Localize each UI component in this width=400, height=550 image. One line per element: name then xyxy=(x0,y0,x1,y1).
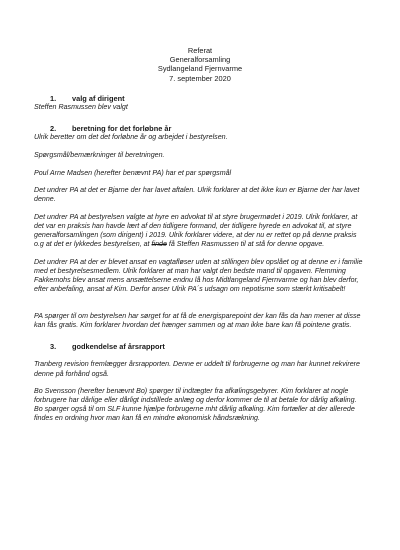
section-title: beretning for det forløbne år xyxy=(72,124,172,134)
section-number: 1. xyxy=(50,93,57,103)
section-number: 3. xyxy=(50,342,57,352)
paragraph: Bo spørger også til om SLF kunne hjælpe forbrugerne mht dårlig afkøling. Kim fortæller at der allerede findes en ordning hvor man kan få en mindre økonomisk håndsrækning. xyxy=(34,405,355,423)
paragraph: Spørgsmål/bemærkninger til beretningen. xyxy=(34,150,165,159)
section-number: 2. xyxy=(50,124,57,134)
header-organization: Sydlangeland Fjernvarme xyxy=(157,64,243,74)
paragraph: Bo Svensson (herefter benævnt Bo) spørger til indtægter fra afkølingsgebyrer. Kim forklarer at nogle forbrugere har dårlige eller dårligt indstillede anlæg og derfor kommer de til at betale for dårlig afkøling. xyxy=(34,387,357,405)
paragraph: PA spørger til om bestyrelsen har sørget for at få de energisparepoint der kan fås da han mener at disse kan fås gratis. Kim forklarer hvordan det hænger sammen og at man ikke bare kan få pointene gratis. xyxy=(34,312,361,330)
paragraph: Det undrer PA at det er Bjarne der har lavet aftalen. Ulrik forklarer at det ikke kun er Bjarne der har lavet denne. xyxy=(34,186,360,204)
section-heading-3 xyxy=(34,342,366,351)
paragraph: Tranberg revision fremlægger årsrapporten. Denne er uddelt til forbrugerne og man har kunnet rekvirere denne på forhånd også. xyxy=(34,360,360,378)
paragraph xyxy=(34,213,366,249)
section-heading-1 xyxy=(34,94,366,103)
paragraph-text: få Steffen Rasmussen til at stå for denne opgave. xyxy=(166,240,325,249)
header-date: 7. september 2020 xyxy=(169,73,231,83)
paragraph: Det undrer PA at der er blevet ansat en vagtafløser uden at stillingen blev opslået og at denne er i familie med et bestyrelsesmedlem. Ulrik forklarer at man har valgt den bedste mand til opgaven. Flemming Fakkemohs blev ansat mens ansættelserne endnu lå hos Midtlangeland Fjernvarme og han blev derfor, efter anbefaling, ansat af Kim. Derfor anser Ulrik PA´s udsagn om nepotisme som stærkt kritisabelt! xyxy=(34,257,363,293)
paragraph: Steffen Rasmussen blev valgt xyxy=(34,103,128,112)
document-header xyxy=(34,46,366,83)
section-heading-2 xyxy=(34,124,366,133)
header-title: Referat xyxy=(187,46,213,55)
struck-word: finde xyxy=(151,240,167,249)
paragraph: Poul Arne Madsen (herefter benævnt PA) har et par spørgsmål xyxy=(34,168,232,177)
section-title: valg af dirigent xyxy=(72,93,125,103)
paragraph-text: Det undrer PA at bestyrelsen valgte at hyre en advokat til at styre brugermødet i 2019. Ulrik forklarer, at det var en praksis han havde lært af den tidligere formand, der tidligere hyrede en advokat til, at styre generalforsamlingen (som dirigent) i 2019. Ulrik forklarer videre, at der nu er rettet op på denne praksis o.g at det er lykkedes bestyrelsen, at xyxy=(34,212,358,249)
header-subtitle: Generalforsamling xyxy=(169,55,231,65)
paragraph: Ulrik beretter om det det forløbne år og arbejdet i bestyrelsen. xyxy=(34,133,228,142)
section-title: godkendelse af årsrapport xyxy=(72,342,165,352)
